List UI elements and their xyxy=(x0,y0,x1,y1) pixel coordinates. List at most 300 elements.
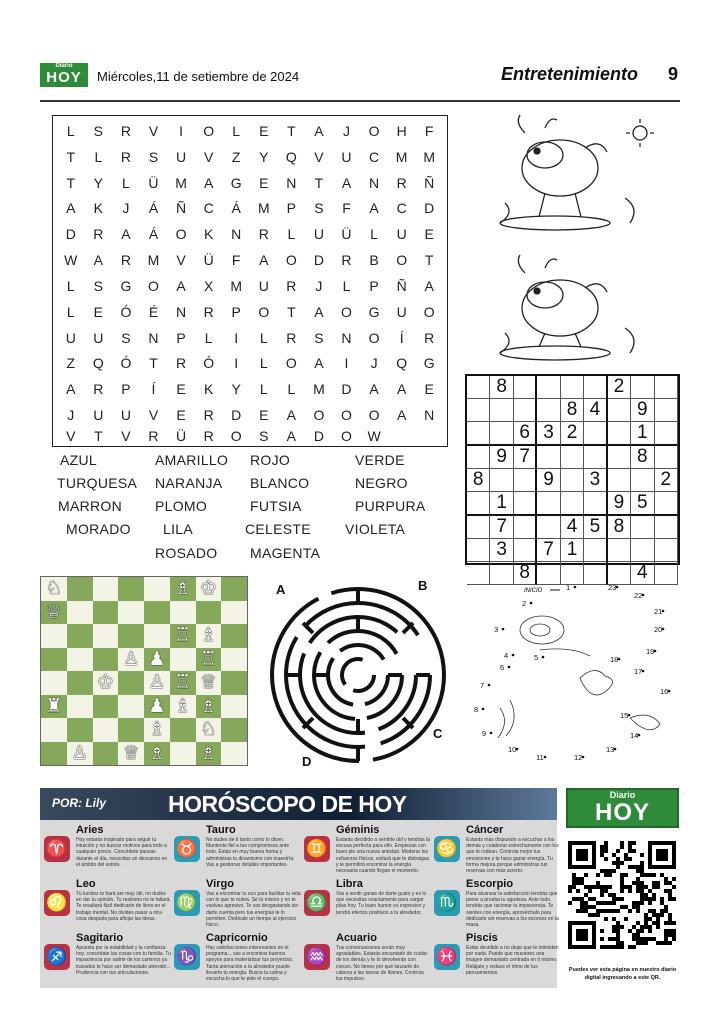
sudoku-cell[interactable] xyxy=(467,376,490,399)
sudoku-cell[interactable]: 9 xyxy=(631,399,654,422)
horoscope-sign-geminis xyxy=(302,824,430,878)
chess-square xyxy=(221,695,247,719)
chess-square xyxy=(118,671,144,695)
chess-square: ♗ xyxy=(196,742,222,766)
dot-number: 12 xyxy=(574,753,583,762)
sudoku-cell[interactable]: 3 xyxy=(490,539,513,562)
chess-square: ♙ xyxy=(118,648,144,672)
sudoku-cell[interactable]: 8 xyxy=(514,562,537,585)
sudoku-cell[interactable] xyxy=(514,492,537,516)
word-search-letter: L xyxy=(122,174,130,191)
word-search-letter: Ó xyxy=(120,303,132,320)
word-search-letter: R xyxy=(120,122,131,139)
sudoku-cell[interactable] xyxy=(514,376,537,399)
word-search-letter: Í xyxy=(151,381,156,398)
chess-board xyxy=(40,576,248,766)
sudoku-cell[interactable]: 7 xyxy=(537,539,560,562)
horoscope-sign-tauro xyxy=(172,824,300,878)
word-search-letter: M xyxy=(313,381,325,398)
word-search-letter: R xyxy=(341,252,352,269)
sudoku-cell[interactable]: 4 xyxy=(631,562,654,585)
sudoku-cell[interactable] xyxy=(655,446,678,469)
chess-square: ♖ xyxy=(170,671,196,695)
sudoku-cell[interactable]: 8 xyxy=(467,469,490,492)
sudoku-cell[interactable] xyxy=(584,376,607,399)
sudoku-cell[interactable] xyxy=(514,469,537,492)
chess-square: ♜ xyxy=(41,695,67,719)
sign-text: No dudes de ti tanto como lo dicen. Mantente fiel a tus compromisos ante todo. Estás en muy buena forma y administras tu dinamismo con maestría. Vas a gestionar detalles importantes. xyxy=(206,837,295,868)
word-search-letter: G xyxy=(368,303,380,320)
sudoku-cell[interactable]: 8 xyxy=(561,399,584,422)
sudoku-cell[interactable] xyxy=(584,422,607,446)
sudoku-cell[interactable]: 1 xyxy=(561,539,584,562)
word-search-letter: O xyxy=(423,303,435,320)
chess-square xyxy=(41,648,67,672)
sudoku-cell[interactable]: 7 xyxy=(490,516,513,539)
chess-square xyxy=(170,718,196,742)
sudoku-cell[interactable]: 9 xyxy=(608,492,631,516)
sudoku-cell[interactable]: 3 xyxy=(584,469,607,492)
word-search-letter: Q xyxy=(92,355,104,372)
word-search-letter: Ü xyxy=(203,252,214,269)
chess-square xyxy=(67,601,93,625)
horoscope-sign-piscis xyxy=(432,932,560,986)
word-search-letter: E xyxy=(176,407,186,424)
dot-point xyxy=(482,708,485,711)
sudoku-cell[interactable] xyxy=(537,446,560,469)
word-search-letter: N xyxy=(231,226,242,243)
word-search-letter: M xyxy=(423,148,436,165)
word-search-letter: R xyxy=(286,277,297,294)
chess-square: ♘ xyxy=(41,577,67,601)
word-search-letter: É xyxy=(148,303,159,320)
word-search-letter: A xyxy=(314,122,324,139)
chess-square xyxy=(144,601,170,625)
chess-square: ♖ xyxy=(170,624,196,648)
sudoku-cell[interactable]: 8 xyxy=(631,446,654,469)
surfer-dog-bottom xyxy=(500,255,634,360)
word-search-letter: L xyxy=(232,122,241,139)
sudoku-cell[interactable] xyxy=(467,399,490,422)
word-search-letter: K xyxy=(203,381,214,398)
word-search-letter: E xyxy=(176,381,186,398)
sudoku-cell[interactable] xyxy=(584,446,607,469)
word-search-letter: I xyxy=(234,329,239,346)
word-search-letter: Í xyxy=(399,329,404,346)
word-search-letter: J xyxy=(67,407,75,424)
sudoku-cell[interactable] xyxy=(631,469,654,492)
horoscope-sign-escorpio xyxy=(432,878,560,932)
word-search-word: VERDE xyxy=(355,452,405,468)
zodiac-icon: ♎ xyxy=(304,890,330,916)
sudoku-cell[interactable]: 9 xyxy=(537,469,560,492)
chess-square xyxy=(93,718,119,742)
word-search-word: MARRON xyxy=(58,498,123,514)
word-search-letter: P xyxy=(369,277,379,294)
sign-text: Tus conversaciones serán muy agradables. Estarás encantado de cuidar de los demás y te lo devolverán con creces. No tienes por qué lanzarte de cabeza a las tareas de tilanes. Controla tus impulsos. xyxy=(336,945,428,983)
sudoku-cell[interactable] xyxy=(608,446,631,469)
word-search-letter: O xyxy=(285,355,297,372)
sign-name: Escorpio xyxy=(466,878,514,890)
chess-square xyxy=(41,742,67,766)
word-search-word: NEGRO xyxy=(355,475,408,491)
word-search-letter: Q xyxy=(285,148,297,165)
word-search-letter: U xyxy=(176,148,187,165)
sudoku-cell[interactable] xyxy=(655,376,678,399)
sudoku-cell[interactable] xyxy=(467,516,490,539)
dot-number: 17 xyxy=(634,667,643,676)
word-search-letter: U xyxy=(93,407,104,424)
word-search-letter: A xyxy=(369,381,379,398)
word-search-letter: A xyxy=(341,174,352,191)
word-search-word: FUTSIA xyxy=(250,498,302,514)
horoscope-author: POR: Lily xyxy=(52,796,107,810)
dot-point xyxy=(542,656,545,659)
dot-number: 2 xyxy=(522,599,527,608)
word-search-letter: I xyxy=(234,355,239,372)
sudoku-cell[interactable] xyxy=(467,422,490,446)
sudoku-cell[interactable] xyxy=(608,422,631,446)
word-search-letter: V xyxy=(203,148,214,165)
word-search-word: MORADO xyxy=(66,521,131,537)
chess-square: ♕ xyxy=(196,671,222,695)
sudoku-cell[interactable]: 6 xyxy=(514,422,537,446)
word-search-letter: Y xyxy=(259,148,269,165)
sudoku-cell[interactable] xyxy=(584,539,607,562)
logo-big-text: HOY xyxy=(46,69,82,86)
sudoku-cell[interactable] xyxy=(490,422,513,446)
sign-name: Cáncer xyxy=(466,824,504,836)
sudoku-cell[interactable] xyxy=(490,399,513,422)
word-search-letter: D xyxy=(341,381,352,398)
word-search-grid xyxy=(52,115,448,447)
word-search-letter: U xyxy=(65,329,76,346)
sudoku-cell[interactable] xyxy=(490,469,513,492)
word-search-letter: O xyxy=(396,252,408,269)
chess-square xyxy=(93,695,119,719)
word-search-word: TURQUESA xyxy=(57,475,138,491)
sudoku-cell[interactable] xyxy=(631,516,654,539)
word-search-letter: L xyxy=(259,355,268,372)
word-search-word: NARANJA xyxy=(155,475,223,491)
chess-square xyxy=(221,624,247,648)
word-search-word: VIOLETA xyxy=(345,521,406,537)
sudoku-cell[interactable] xyxy=(584,492,607,516)
word-search-letter: A xyxy=(203,174,214,191)
word-search-letter: T xyxy=(66,148,76,165)
dot-number: 15 xyxy=(620,711,629,720)
word-search-letter: U xyxy=(258,277,269,294)
sudoku-cell[interactable]: 4 xyxy=(584,399,607,422)
sudoku-cell[interactable] xyxy=(561,469,584,492)
sign-text: Estarás decidido a sentirte útil y tendrás la excusa perfecta para ello. Empiezas con buen pie una nueva amistad. Moderar los esfuerzos físicos, evitará que te distraigas y te permitirá encontrar la energía necesaria cuando llegue el momento. xyxy=(336,837,430,875)
word-search-letter: U xyxy=(341,148,352,165)
zodiac-icon: ♌ xyxy=(44,890,70,916)
horoscope-sign-aries xyxy=(42,824,170,878)
word-search-letter: I xyxy=(179,122,183,139)
chess-square: ♗ xyxy=(144,718,170,742)
dot-number: 6 xyxy=(500,663,505,672)
dot-number: 22 xyxy=(634,591,643,600)
sudoku-cell[interactable] xyxy=(608,399,631,422)
horoscope-sign-virgo xyxy=(172,878,300,932)
chess-square xyxy=(170,648,196,672)
qr-caption: Puedes ver esta página en nuestro diario digital ingresando a este QR. xyxy=(568,967,677,981)
word-search-letter: Ñ xyxy=(176,200,187,217)
dot-point xyxy=(490,732,493,735)
word-search-letter: C xyxy=(396,200,407,217)
sudoku-cell[interactable] xyxy=(537,376,560,399)
word-search-letter: U xyxy=(313,226,324,243)
word-search-letter: E xyxy=(424,226,434,243)
sudoku-cell[interactable] xyxy=(514,516,537,539)
sign-text: Estás decidido a no dejar que le intimiden por nada. Puede que muestres una imagen demasiado centrada en ti mismo. Relájate y reduce el ritmo de tus pensamientos. xyxy=(466,945,559,976)
sudoku-cell[interactable] xyxy=(608,469,631,492)
word-search-word-list xyxy=(50,450,460,565)
word-search-letter: G xyxy=(230,174,242,191)
word-search-letter: W xyxy=(64,252,78,269)
word-search-letter: Ü xyxy=(148,174,159,191)
sudoku-cell[interactable]: 2 xyxy=(608,376,631,399)
word-search-letter: O xyxy=(341,407,352,424)
chess-square: ♗ xyxy=(144,742,170,766)
word-search-word: AMARILLO xyxy=(155,452,229,468)
sign-name: Aries xyxy=(76,824,104,836)
sudoku-cell[interactable]: 1 xyxy=(631,422,654,446)
page-number: 9 xyxy=(667,64,678,84)
word-search-letter: Á xyxy=(231,200,241,217)
chess-square xyxy=(118,695,144,719)
word-search-letter: O xyxy=(148,277,159,294)
sudoku-cell[interactable] xyxy=(631,376,654,399)
word-search-letter: D xyxy=(313,252,324,269)
word-search-word: AZUL xyxy=(60,452,97,468)
word-search-letter: O xyxy=(341,428,352,444)
dot-point xyxy=(574,586,577,589)
chess-square: ♖ xyxy=(196,648,222,672)
sign-name: Leo xyxy=(76,878,96,890)
chess-square: ♙ xyxy=(67,742,93,766)
word-search-letter: E xyxy=(259,407,269,424)
sudoku-cell[interactable] xyxy=(467,446,490,469)
sudoku-cell[interactable] xyxy=(561,492,584,516)
word-search-letter: O xyxy=(203,122,215,139)
dot-number: 1 xyxy=(566,583,571,592)
sudoku-cell[interactable] xyxy=(631,539,654,562)
sign-name: Géminis xyxy=(336,824,380,836)
word-search-letter: J xyxy=(370,355,378,372)
horoscope-sign-sagitario xyxy=(42,932,170,986)
issue-date: Miércoles,11 de setiembre de 2024 xyxy=(97,69,300,84)
word-search-letter: Y xyxy=(93,174,104,191)
chess-square xyxy=(144,624,170,648)
sudoku-cell[interactable] xyxy=(537,492,560,516)
zodiac-icon: ♐ xyxy=(44,944,70,970)
word-search-letter: S xyxy=(93,277,104,294)
sudoku-cell[interactable] xyxy=(467,539,490,562)
qr-code[interactable] xyxy=(568,840,676,962)
chess-square xyxy=(144,577,170,601)
sudoku-cell[interactable]: 2 xyxy=(561,422,584,446)
word-search-letter: O xyxy=(341,303,352,320)
circular-maze xyxy=(258,578,458,768)
word-search-letter: S xyxy=(93,122,104,139)
sign-name: Tauro xyxy=(206,824,236,836)
chess-square xyxy=(41,671,67,695)
dot-point xyxy=(512,654,515,657)
word-search-letter: R xyxy=(120,252,131,269)
dots-start-label: INICIO xyxy=(524,588,543,594)
sudoku-cell[interactable] xyxy=(655,516,678,539)
word-search-letter: D xyxy=(424,200,435,217)
word-search-letter: X xyxy=(203,277,214,294)
sudoku-grid xyxy=(465,374,680,583)
sudoku-cell[interactable]: 2 xyxy=(655,469,678,492)
word-search-letter: P xyxy=(176,329,186,346)
sudoku-cell[interactable] xyxy=(537,516,560,539)
chess-square xyxy=(67,718,93,742)
dot-number: 13 xyxy=(606,745,615,754)
chess-square: ♙ xyxy=(144,671,170,695)
sudoku-cell[interactable]: 5 xyxy=(584,516,607,539)
surfer-dog-top xyxy=(500,115,654,230)
sudoku-cell[interactable]: 9 xyxy=(490,446,513,469)
word-search-letter: Ü xyxy=(176,428,187,444)
sudoku-cell[interactable] xyxy=(655,492,678,516)
sudoku-cell[interactable]: 1 xyxy=(490,492,513,516)
word-search-letter: O xyxy=(175,226,187,243)
word-search-letter: M xyxy=(230,277,243,294)
chess-square xyxy=(67,577,93,601)
word-search-letter: E xyxy=(424,381,434,398)
word-search-letter: L xyxy=(66,122,75,139)
dot-number: 11 xyxy=(536,753,544,762)
sudoku-cell[interactable] xyxy=(514,399,537,422)
word-search-letter: Z xyxy=(231,148,241,165)
word-search-letter: V xyxy=(148,122,159,139)
word-search-letter: A xyxy=(66,381,76,398)
chess-square xyxy=(93,577,119,601)
chess-square xyxy=(118,624,144,648)
word-search-letter: U xyxy=(396,303,407,320)
word-search-letter: V xyxy=(148,407,159,424)
sudoku-cell[interactable] xyxy=(467,492,490,516)
logo-small-text: Diario xyxy=(55,63,73,69)
word-search-letter: R xyxy=(93,226,104,243)
word-search-letter: E xyxy=(259,122,269,139)
dot-number: 3 xyxy=(494,625,499,634)
word-search-letter: N xyxy=(341,329,352,346)
chess-square: ♗ xyxy=(196,624,222,648)
dot-number: 16 xyxy=(660,687,669,696)
dot-number: 8 xyxy=(474,705,479,714)
chess-square: ♔ xyxy=(196,577,222,601)
chess-square: ♗ xyxy=(170,695,196,719)
page-header xyxy=(40,62,680,102)
diario-hoy-promo-logo xyxy=(566,788,679,828)
diario-hoy-logo xyxy=(40,63,88,87)
sign-text: Estarás más dispuesto a escuchar a los demás y colaborar estrechamente con los que te rodean. Controla mejor tus emociones y te hace ganar energía. Tu forma mejora porque administras tus reservas con más acierto. xyxy=(466,837,559,875)
word-search-letter: K xyxy=(93,200,104,217)
word-search-letter: N xyxy=(148,329,159,346)
zodiac-icon: ♈ xyxy=(44,836,70,862)
word-search-letter: Ñ xyxy=(396,277,407,294)
maze-label-b: B xyxy=(418,578,428,593)
sign-name: Virgo xyxy=(206,878,234,890)
sign-text: Vas a encontrar tu eco para facilitar tu vida con lo que te rodea. Sé tú mismo y no te vuelvas agresivo. Te vas desgastando sin darte cuenta pero tus energías le lo permiten. Dedícale un tiempo al ejercicio físico. xyxy=(206,891,301,929)
sudoku-cell[interactable]: 5 xyxy=(631,492,654,516)
sudoku-cell[interactable] xyxy=(655,399,678,422)
chess-square xyxy=(67,624,93,648)
word-search-letter: T xyxy=(314,174,324,191)
sudoku-cell[interactable] xyxy=(608,539,631,562)
sudoku-cell[interactable]: 4 xyxy=(561,516,584,539)
word-search-letter: E xyxy=(259,174,269,191)
sudoku-cell[interactable] xyxy=(514,539,537,562)
word-search-letter: N xyxy=(176,303,187,320)
word-search-letter: R xyxy=(93,381,104,398)
word-search-letter: G xyxy=(120,277,132,294)
sudoku-cell[interactable]: 8 xyxy=(608,516,631,539)
word-search-word: BLANCO xyxy=(250,475,310,491)
word-search-letter: R xyxy=(396,174,407,191)
chess-square: ♕ xyxy=(41,601,67,625)
dot-point xyxy=(502,628,505,631)
word-search-letter: E xyxy=(93,303,104,320)
sudoku-cell[interactable]: 7 xyxy=(514,446,537,469)
zodiac-icon: ♉ xyxy=(174,836,200,862)
sudoku-cell[interactable]: 8 xyxy=(490,376,513,399)
word-search-letter: R xyxy=(148,428,159,444)
word-search-letter: P xyxy=(286,200,297,217)
sudoku-cell[interactable] xyxy=(561,446,584,469)
word-search-letter: U xyxy=(93,329,104,346)
word-search-letter: A xyxy=(259,252,269,269)
word-search-letter: L xyxy=(94,148,103,165)
chess-square: ♟ xyxy=(144,695,170,719)
word-search-letter: Á xyxy=(148,226,159,243)
dot-number: 21 xyxy=(654,607,663,616)
chess-square xyxy=(118,601,144,625)
sudoku-cell[interactable]: 3 xyxy=(537,422,560,446)
zodiac-icon: ♋ xyxy=(434,836,460,862)
chess-square xyxy=(41,718,67,742)
sign-text: Hay satisfacciones interesantes en el programa... vas a encontrar buenos apoyos para materializar tus proyectos. Tanta animación a tu alrededor puede llevarte tu energía. Busca la calma y escucha lo que te pide el cuerpo. xyxy=(206,945,294,983)
dot-number: 9 xyxy=(482,729,487,738)
word-search-letter: D xyxy=(313,428,324,444)
word-search-letter: L xyxy=(204,329,213,346)
word-search-letter: A xyxy=(396,381,407,398)
word-search-letter: Á xyxy=(148,200,159,217)
sudoku-cell[interactable] xyxy=(655,539,678,562)
word-search-letter: C xyxy=(203,200,214,217)
word-search-letter: V xyxy=(66,428,76,444)
sudoku-cell[interactable] xyxy=(561,376,584,399)
word-search-word: PURPURA xyxy=(355,498,426,514)
chess-square xyxy=(118,718,144,742)
sign-name: Sagitario xyxy=(76,932,124,944)
chess-square xyxy=(93,648,119,672)
word-search-letter: M xyxy=(395,148,408,165)
sudoku-cell[interactable] xyxy=(537,399,560,422)
sign-text: Para alcanzar la satisfacción tendrás que poner a prueba tu agudeza. Ante todo, tendrás que racionar tu impaciencia. Te sientes con energía, aprovéchalo para dedicarte sin reservas a los excesos en la masa. xyxy=(466,891,559,929)
word-search-letter: J xyxy=(122,200,130,217)
word-search-letter: W xyxy=(367,428,381,444)
sign-text: Apuesta por la estabilidad y la confianza hoy, concédate las cosas con tu familia. Tu impaciencia por salirte de los caminos ya trazados te hace ser demasiado atrevido... Prudencia con tus articulaciones. xyxy=(76,945,171,976)
word-search-word: CELESTE xyxy=(245,521,311,537)
chess-square xyxy=(221,718,247,742)
sudoku-cell[interactable] xyxy=(655,422,678,446)
